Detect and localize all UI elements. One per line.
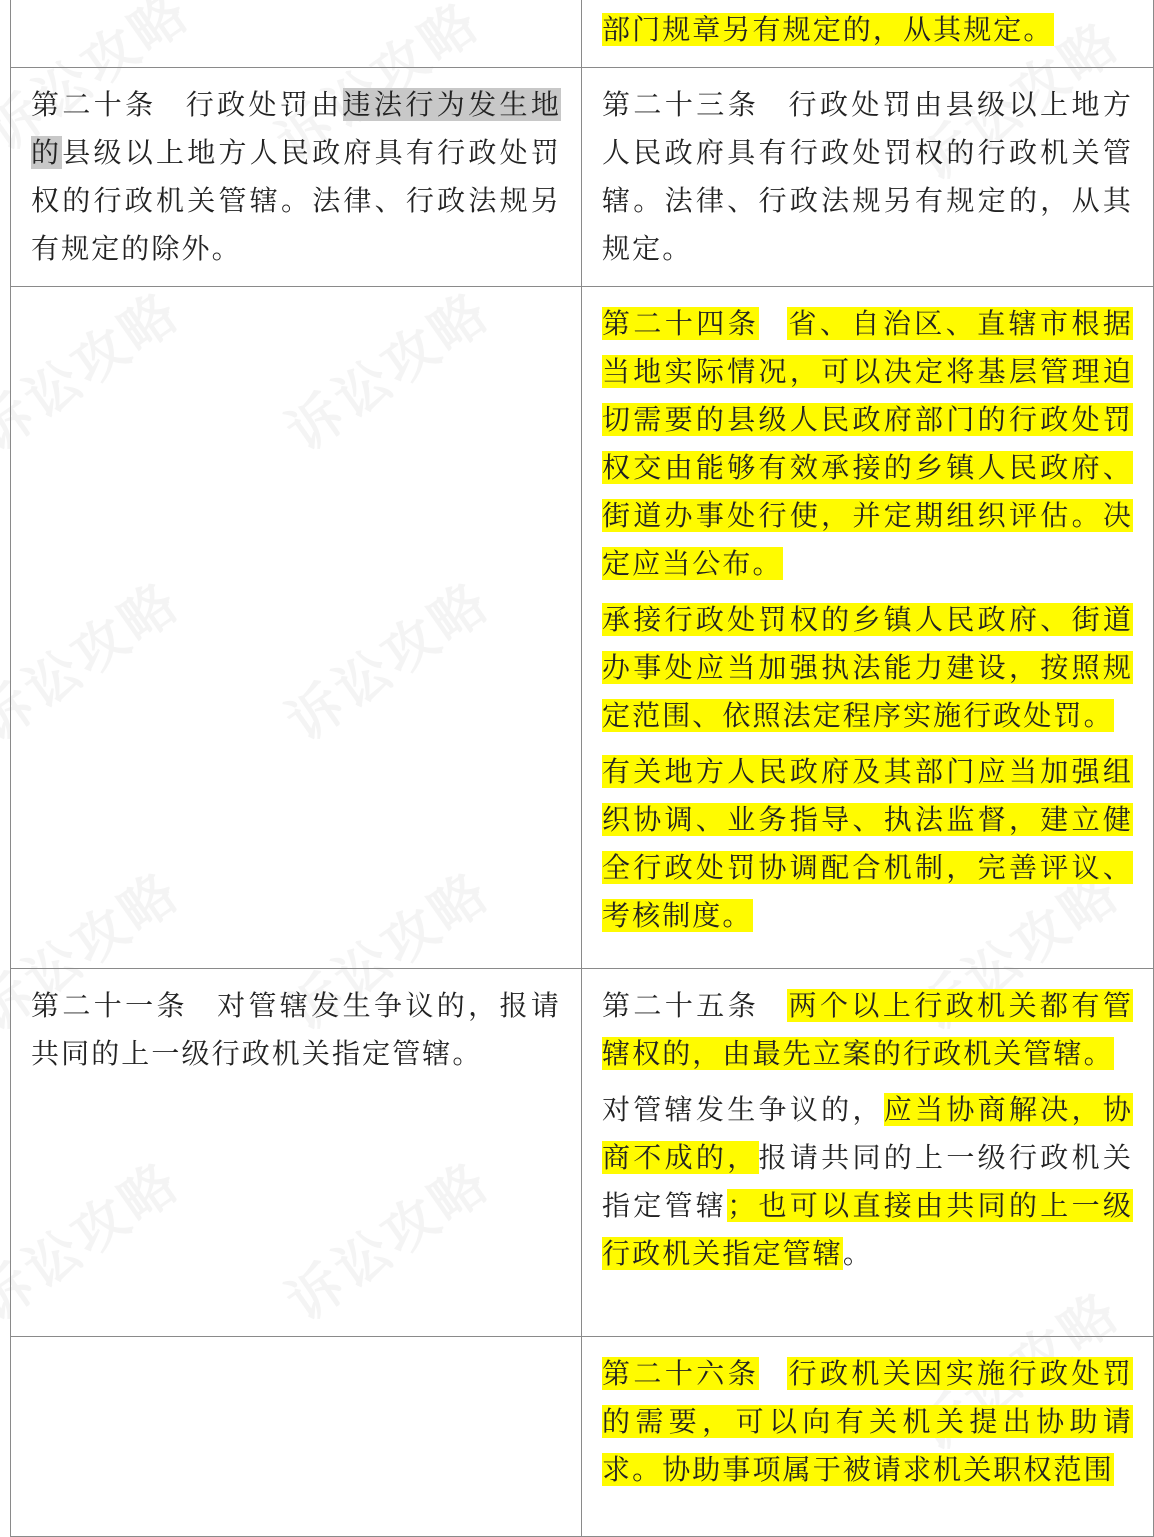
article-paragraph xyxy=(31,982,561,1078)
old-article-cell xyxy=(11,287,582,969)
article-text: 违法行为发生地的 xyxy=(31,88,561,169)
old-article-cell xyxy=(11,969,582,1337)
table-row xyxy=(11,287,1154,969)
article-number: 第二十一条 xyxy=(31,989,188,1022)
article-text: 省、自治区、直辖市根据当地实际情况，可以决定将基层管理迫切需要的县级人民政府部门的行政处罚权交由能够有效承接的乡镇人民政府、街道办事处行使，并定期组织评估。决定应当公布。 xyxy=(602,307,1133,580)
article-text: 部门规章另有规定的，从其规定。 xyxy=(602,13,1054,46)
new-article-cell xyxy=(582,287,1154,969)
article-paragraph xyxy=(602,1086,1133,1278)
article-text: 。 xyxy=(842,1237,873,1270)
table-row xyxy=(11,969,1154,1337)
article-text: ；也可以直接由共同的上一级行政机关指定管辖 xyxy=(602,1189,1133,1270)
new-article-cell xyxy=(582,68,1154,287)
article-paragraph xyxy=(602,748,1133,940)
article-paragraph xyxy=(31,81,561,273)
article-text: 对管辖发生争议的， xyxy=(602,1093,884,1126)
article-text: 承接行政处罚权的乡镇人民政府、街道办事处应当加强执法能力建设，按照规定范围、依照法定程序实施行政处罚。 xyxy=(602,603,1133,732)
article-paragraph xyxy=(602,300,1133,588)
table-row xyxy=(11,1337,1154,1537)
article-paragraph xyxy=(602,596,1133,740)
article-paragraph xyxy=(602,1350,1133,1494)
old-article-cell xyxy=(11,68,582,287)
article-text: 报请共同的上一级行政机关指定管辖 xyxy=(602,1141,1133,1222)
article-text: 应当协商解决，协商不成的， xyxy=(602,1093,1133,1174)
comparison-table xyxy=(10,0,1154,1537)
article-text: 对管辖发生争议的，报请共同的上一级行政机关指定管辖。 xyxy=(31,989,561,1070)
article-text: 县级以上地方人民政府具有行政处罚权的行政机关管辖。法律、行政法规另有规定的除外。 xyxy=(31,136,561,265)
old-article-cell xyxy=(11,1337,582,1537)
table-row xyxy=(11,0,1154,68)
article-paragraph xyxy=(602,81,1133,273)
article-number: 第二十六条 xyxy=(602,1357,760,1390)
table-row xyxy=(11,68,1154,287)
article-number: 第二十条 xyxy=(31,88,157,121)
article-text: 有关地方人民政府及其部门应当加强组织协调、业务指导、执法监督，建立健全行政处罚协调配合机制，完善评议、考核制度。 xyxy=(602,755,1133,932)
new-article-cell xyxy=(582,0,1154,68)
article-number: 第二十五条 xyxy=(602,989,760,1022)
article-paragraph xyxy=(602,982,1133,1078)
article-paragraph xyxy=(602,6,1133,54)
old-article-cell xyxy=(11,0,582,68)
new-article-cell xyxy=(582,969,1154,1337)
article-number: 第二十四条 xyxy=(602,307,760,340)
new-article-cell xyxy=(582,1337,1154,1537)
article-number: 第二十三条 xyxy=(602,88,760,121)
article-text: 行政处罚由 xyxy=(184,88,343,121)
article-text: 两个以上行政机关都有管辖权的，由最先立案的行政机关管辖。 xyxy=(602,989,1133,1070)
article-text: 行政处罚由县级以上地方人民政府具有行政处罚权的行政机关管辖。法律、行政法规另有规定的，从其规定。 xyxy=(602,88,1133,265)
article-text: 行政机关因实施行政处罚的需要，可以向有关机关提出协助请求。协助事项属于被请求机关职权范围 xyxy=(602,1357,1133,1486)
